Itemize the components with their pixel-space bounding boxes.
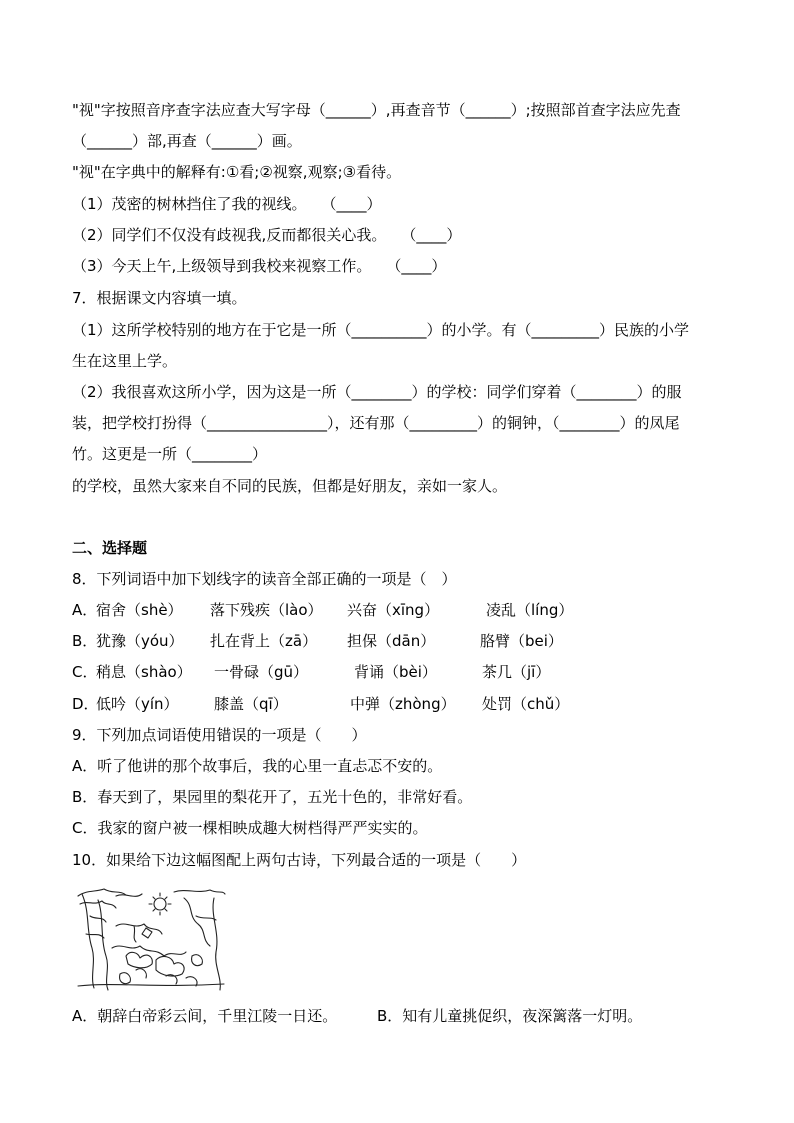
option-word: 一骨碌（gū）	[214, 663, 309, 681]
q9-option-c[interactable]: C．我家的窗户被一棵相映成趣大树档得严严实实的。	[72, 819, 428, 837]
option-word: 宿舍（shè）	[96, 601, 183, 619]
section-title: 二、选择题	[72, 539, 148, 557]
option-word: 处罚（chǔ）	[482, 695, 570, 713]
q6-item-1: （1）茂密的树林挡住了我的视线。 （____）	[72, 195, 382, 213]
q7-p2-line2: 装，把学校打扮得（________________），还有那（_________）的铜钟，（________）的凤尾	[72, 414, 680, 432]
option-label: B．	[72, 632, 98, 650]
q7-p1-line2: 生在这里上学。	[72, 352, 178, 370]
option-word: 膝盖（qī）	[214, 695, 288, 713]
option-label: D．	[72, 695, 99, 713]
q6-line2: （______）部,再查（______）画。	[72, 132, 302, 150]
q9-option-a[interactable]: A．听了他讲的那个故事后，我的心里一直忐忑不安的。	[72, 757, 443, 775]
option-word: 凌乱（líng）	[486, 601, 574, 619]
q6-item-2: （2）同学们不仅没有歧视我,反而都很关心我。 （____）	[72, 226, 462, 244]
q6-line3: "视"在字典中的解释有:①看;②视察,观察;③看待。	[72, 163, 402, 181]
q10-option-a[interactable]: A．朝辞白帝彩云间，千里江陵一日还。	[72, 1007, 338, 1025]
option-word: 担保（dān）	[347, 632, 436, 650]
option-word: 稍息（shào）	[96, 663, 192, 681]
night-scene-illustration	[76, 886, 226, 991]
q10-stem: 10．如果给下边这幅图配上两句古诗，下列最合适的一项是（ ）	[72, 851, 527, 869]
option-label: C．	[72, 663, 98, 681]
q7-p2-line1: （2）我很喜欢这所小学，因为这是一所（________）的学校：同学们穿着（________）的服	[72, 383, 682, 401]
q7-p2-line4: 的学校，虽然大家来自不同的民族，但都是好朋友，亲如一家人。	[72, 477, 508, 495]
q9-stem: 9．下列加点词语使用错误的一项是（ ）	[72, 726, 367, 744]
q9-option-b[interactable]: B．春天到了，果园里的梨花开了，五光十色的，非常好看。	[72, 788, 473, 806]
q10-option-b[interactable]: B．知有儿童挑促织，夜深篱落一灯明。	[377, 1007, 643, 1025]
option-word: 扎在背上（zā）	[210, 632, 318, 650]
q7-p2-line3: 竹。这更是一所（________）	[72, 445, 268, 463]
q7-title: 7．根据课文内容填一填。	[72, 289, 247, 307]
q6-item-3: （3）今天上午,上级领导到我校来视察工作。 （____）	[72, 257, 447, 275]
q6-line1: "视"字按照音序查字法应查大写字母（______）,再查音节（______）;按照部首查字法应先查	[72, 101, 681, 119]
q8-stem: 8．下列词语中加下划线字的读音全部正确的一项是（ ）	[72, 570, 457, 588]
option-word: 犹豫（yóu）	[96, 632, 184, 650]
option-word: 低吟（yín）	[96, 695, 179, 713]
q7-p1-line1: （1）这所学校特别的地方在于它是一所（__________）的小学。有（_________）民族的小学	[72, 321, 690, 339]
option-label: A．	[72, 601, 98, 619]
option-word: 茶几（jī）	[482, 663, 551, 681]
option-word: 中弹（zhòng）	[350, 695, 456, 713]
option-word: 背诵（bèi）	[354, 663, 437, 681]
option-word: 胳臂（bei）	[480, 632, 563, 650]
option-word: 兴奋（xīng）	[347, 601, 440, 619]
option-word: 落下残疾（lào）	[210, 601, 323, 619]
